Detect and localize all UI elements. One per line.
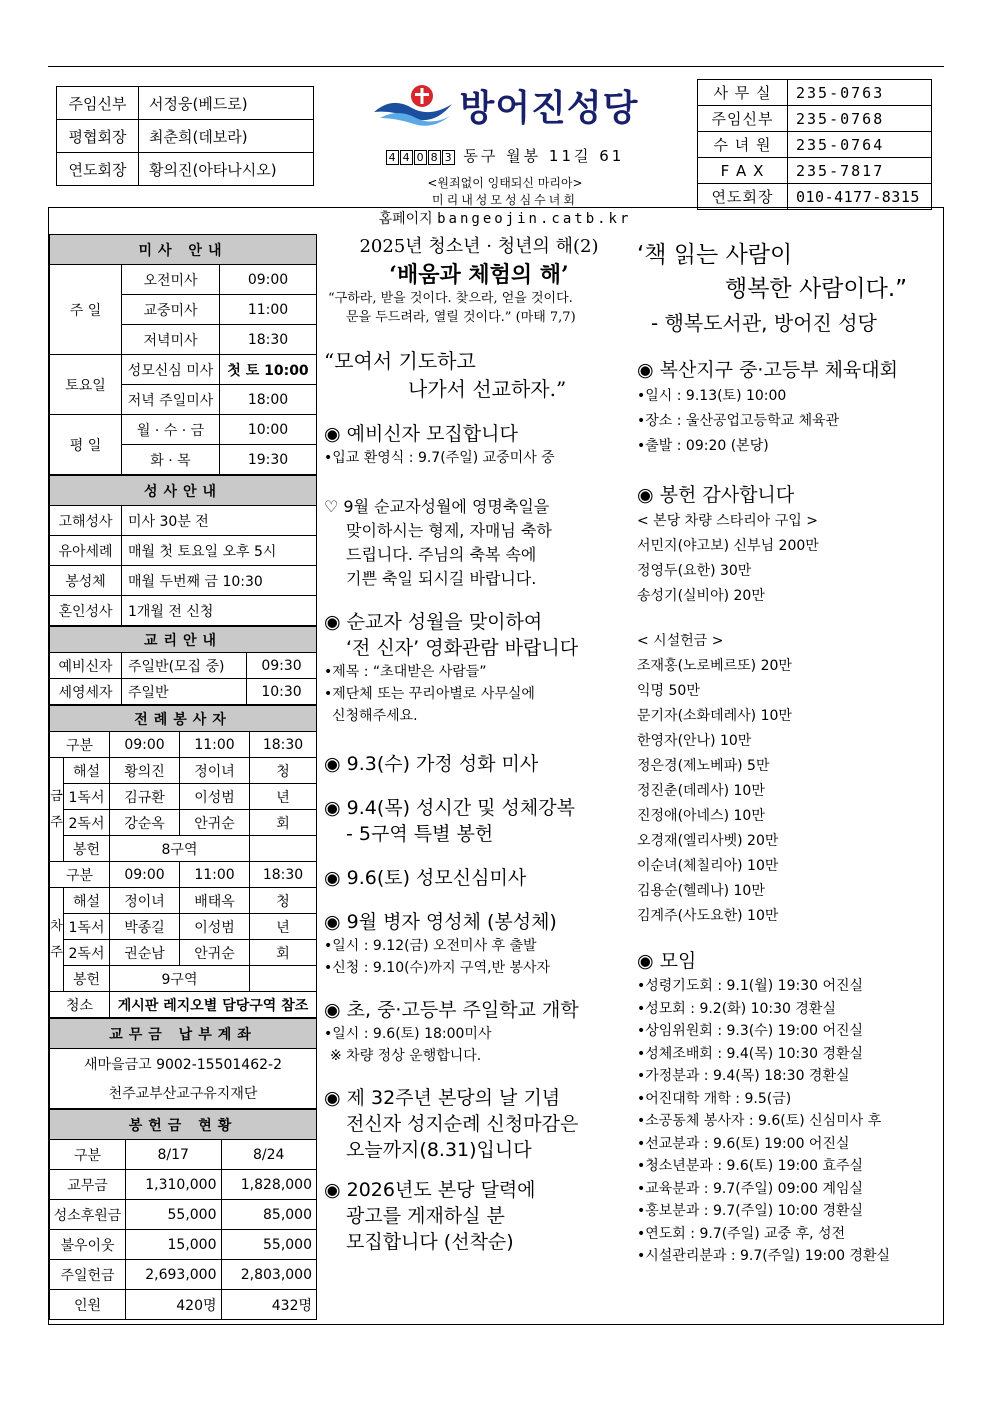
sports-title: ◉ 복산지구 중·고등부 체육대회 bbox=[637, 356, 937, 384]
table-row: 고해성사 미사 30분 전 bbox=[50, 506, 317, 536]
table-row: 구분 09:00 11:00 18:30 bbox=[50, 862, 317, 888]
list-item: 한영자(안나) 10만 bbox=[637, 733, 752, 749]
parish-name: 방어진성당 bbox=[459, 88, 639, 129]
table-row: 사 무 실 235-0763 bbox=[698, 80, 932, 106]
slogan: ‘책 읽는 사람이 행복한 사람이다.” - 행복도서관, 방어진 성당 bbox=[637, 242, 908, 335]
mass-table bbox=[49, 234, 317, 475]
table-row: 인원 420명 432명 bbox=[50, 1290, 317, 1320]
table-row: 2독서 권순남 안귀순 회 bbox=[50, 940, 317, 966]
table-row: 세영세자 주일반 10:30 bbox=[50, 679, 317, 705]
table-row: 구분 8/17 8/24 bbox=[50, 1140, 317, 1170]
sunday-school-title: ◉ 초, 중·고등부 주일학교 개학 bbox=[324, 997, 634, 1023]
list-item: 정진춘(데레사) 10만 bbox=[637, 783, 765, 799]
motto: “모여서 기도하고 나가서 선교하자.” bbox=[324, 349, 567, 401]
table-row: 차 주 해설 정이녀 배태옥 청 bbox=[50, 888, 317, 914]
table-row: 예비신자 주일반(모집 중) 09:30 bbox=[50, 653, 317, 679]
list-item: •성체조배회 : 9.4(목) 10:30 경환실 bbox=[637, 1045, 864, 1062]
table-row: 저녁 주일미사 18:00 bbox=[50, 385, 317, 415]
list-item: 오경재(엘리사벳) 20만 bbox=[637, 833, 779, 849]
table-row: 평 일 월 · 수 · 금 10:00 bbox=[50, 415, 317, 445]
table-row: 연도회장 010-4177-8315 bbox=[698, 184, 932, 210]
table-row: 1독서 박종길 이성범 년 bbox=[50, 914, 317, 940]
year-line: 2025년 청소년 · 청년의 해(2) bbox=[359, 236, 599, 257]
table-row: 수 녀 원 235-0764 bbox=[698, 132, 932, 158]
sacrament-table bbox=[49, 475, 317, 626]
year-theme: ‘배움과 체험의 해’ bbox=[389, 262, 569, 288]
table-row: 화 · 목 19:30 bbox=[50, 445, 317, 475]
list-item: 문기자(소화데레사) 10만 bbox=[637, 708, 792, 724]
notice-family-mass: ◉ 9.3(수) 가정 성화 미사 bbox=[324, 751, 634, 777]
list-item: 송성기(실비아) 20만 bbox=[637, 588, 765, 604]
list-item: •가정분과 : 9.4(목) 18:30 경환실 bbox=[637, 1068, 850, 1084]
section-title: 성사안내 bbox=[50, 476, 317, 506]
list-item: •연도회 : 9.7(주일) 교중 후, 성전 bbox=[637, 1225, 846, 1242]
table-row: 금 주 해설 황의진 정이녀 청 bbox=[50, 758, 317, 784]
zip-code: 4 4 0 8 3 bbox=[386, 147, 456, 165]
table-row: 천주교부산교구유지재단 bbox=[50, 1079, 317, 1109]
table-row: 토요일 성모신심 미사 첫 토 10:00 bbox=[50, 355, 317, 385]
list-item: 정은경(제노베파) 5만 bbox=[637, 758, 770, 774]
section-title: 교리안내 bbox=[50, 627, 317, 653]
list-item: 김계주(사도요한) 10만 bbox=[637, 908, 779, 924]
table-row: 혼인성사 1개월 전 신청 bbox=[50, 596, 317, 626]
logo-row bbox=[330, 80, 680, 131]
staff-table bbox=[56, 86, 314, 186]
list-item: •상임위원회 : 9.3(수) 19:00 어진실 bbox=[637, 1023, 864, 1039]
table-row: 주 일 오전미사 09:00 bbox=[50, 265, 317, 295]
section-title: 교무금 납부계좌 bbox=[50, 1019, 317, 1049]
table-row: 2독서 강순옥 안귀순 회 bbox=[50, 810, 317, 836]
nuns-order: 미리내성모성심수녀회 bbox=[432, 193, 578, 207]
table-row: 평협회장 최춘희(데보라) bbox=[57, 120, 314, 153]
list-item: •교육분과 : 9.7(주일) 09:00 계임실 bbox=[637, 1180, 864, 1197]
top-rule bbox=[48, 66, 944, 67]
list-item: 조재홍(노로베르또) 20만 bbox=[637, 658, 792, 674]
table-row: 새마을금고 9002-15501462-2 bbox=[50, 1049, 317, 1079]
table-row: 1독서 김규환 이성범 년 bbox=[50, 784, 317, 810]
homepage: 홈페이지 bangeojin.catb.kr bbox=[378, 211, 632, 227]
list-item: •성모회 : 9.2(화) 10:30 경환실 bbox=[637, 1000, 836, 1017]
list-item: •선교분과 : 9.6(토) 19:00 어진실 bbox=[637, 1135, 850, 1152]
phone-table bbox=[697, 79, 932, 210]
masthead bbox=[330, 80, 680, 228]
patron: <원죄없이 잉태되신 마리아> bbox=[427, 176, 583, 190]
table-row: 구분 09:00 11:00 18:30 bbox=[50, 732, 317, 758]
address: 4 4 0 8 3 동구 월봉 11길 61 bbox=[330, 145, 680, 166]
table-row: 성소후원금 55,000 85,000 bbox=[50, 1200, 317, 1230]
table-row: 불우이웃 15,000 55,000 bbox=[50, 1230, 317, 1260]
table-row: 청소 게시판 레지오별 담당구역 참조 bbox=[50, 992, 317, 1018]
list-item: •소공동체 봉사자 : 9.6(토) 신심미사 후 bbox=[637, 1113, 882, 1129]
table-row: 주임신부 서정웅(베드로) bbox=[57, 87, 314, 120]
list-item: 정영두(요한) 30만 bbox=[637, 563, 752, 579]
table-row: 교중미사 11:00 bbox=[50, 295, 317, 325]
parish-logo-icon bbox=[372, 82, 454, 130]
left-column bbox=[49, 234, 317, 1320]
doctrine-table bbox=[49, 626, 317, 705]
list-item: •홍보분과 : 9.7(주일) 10:00 경환실 bbox=[637, 1203, 864, 1219]
servers-table bbox=[49, 705, 317, 1018]
list-item: 서민지(야고보) 신부님 200만 bbox=[637, 538, 819, 554]
list-item: •시설관리분과 : 9.7(주일) 19:00 경환실 bbox=[637, 1248, 891, 1264]
calendar-notice: ◉ 2026년도 본당 달력에 광고를 게재하실 분 모집합니다 (선착순) bbox=[324, 1177, 634, 1255]
list-item: •청소년분과 : 9.6(토) 19:00 효주실 bbox=[637, 1158, 864, 1174]
table-row: 주임신부 235-0768 bbox=[698, 106, 932, 132]
notice-marian-mass: ◉ 9.6(토) 성모신심미사 bbox=[324, 865, 634, 891]
movie-title: ◉ 순교자 성월을 맞이하여 ‘전 신자’ 영화관람 바랍니다 bbox=[324, 609, 634, 661]
list-item: •성령기도회 : 9.1(월) 19:30 어진실 bbox=[637, 978, 864, 994]
table-row: 봉헌 9구역 bbox=[50, 966, 317, 992]
homepage-link[interactable]: bangeojin.catb.kr bbox=[437, 211, 632, 227]
offering-table bbox=[49, 1109, 317, 1320]
notice-holy-hour: ◉ 9.4(목) 성시간 및 성체강복 - 5구역 특별 봉헌 bbox=[324, 795, 634, 847]
table-row: 교무금 1,310,000 1,828,000 bbox=[50, 1170, 317, 1200]
list-item: 익명 50만 bbox=[637, 683, 700, 699]
table-row: 유아세례 매월 첫 토요일 오후 5시 bbox=[50, 536, 317, 566]
table-row: 저녁미사 18:30 bbox=[50, 325, 317, 355]
section-title: 미사 안내 bbox=[50, 235, 317, 265]
bible-verse: “구하라, 받을 것이다. 찾으라, 얻을 것이다. 문을 두드려라, 열릴 것이다.” (마태 7,7) bbox=[328, 291, 576, 325]
table-row: 봉성체 매월 두번째 금 10:30 bbox=[50, 566, 317, 596]
list-item: 이순녀(체칠리아) 10만 bbox=[637, 858, 779, 874]
catechumen-title: ◉ 예비신자 모집합니다 bbox=[324, 421, 634, 447]
sick-communion-title: ◉ 9월 병자 영성체 (봉성체) bbox=[324, 909, 634, 935]
list-item: 김용순(헬레나) 10만 bbox=[637, 883, 765, 899]
account-table bbox=[49, 1018, 317, 1109]
section-title: 전례봉사자 bbox=[50, 706, 317, 732]
thanks-title: ◉ 봉헌 감사합니다 bbox=[637, 481, 937, 509]
table-row: 봉헌 8구역 bbox=[50, 836, 317, 862]
pilgrimage-notice: ◉ 제 32주년 본당의 날 기념 전신자 성지순례 신청마감은 오늘까지(8.31)입니다 bbox=[324, 1085, 634, 1163]
meeting-title: ◉ 모임 bbox=[637, 947, 937, 975]
main-frame bbox=[48, 207, 944, 1325]
right-column: ‘책 읽는 사람이 행복한 사람이다.” - 행복도서관, 방어진 성당 ◉ 복산지구 중·고등부 체육대회 •일시 : 9.13(토) 10:00 •장소 : 울산공업고등학교 체육관 •출발 : 09:20 (본당) ◉ 봉헌 감사합니다 < 본당 차량 스타리아 구입 > 서민지(야고보) 신부님 200만 정영두(요한) 30만 송성기(실비아) 20만 < 시설헌금 > 조재홍(노로베르또) 20만 익명 50만 문기자(소화데레사) 10만 한영자(안나) 10만 정은경(제노베파) 5만 정진춘(데레사) 10만 진정애(아네스) 10만 오경재(엘리사벳) 20만 이순녀(체칠리아) 10만 김용순(헬레나) 10만 김계주(사도요한) 10만 ◉ 모임 •성령기도회 : 9.1(월) 19:30 어진실 •성모회 : 9.2(화) 10:30 경환실 •상임위원회 : 9.3(수) 19:00 어진실 •성체조배회 : 9.4(목) 10:30 경환실 •가정분과 : 9.4(목) 18:30 경환실 •어진대학 개학 : 9.5(금) •소공동체 봉사자 : 9.6(토) 신심미사 후 •선교분과 : 9.6(토) 19:00 어진실 •청소년분과 : 9.6(토) 19:00 효주실 •교육분과 : 9.7(주일) 09:00 계임실 •홍보분과 : 9.7(주일) 10:00 경환실 •연도회 : 9.7(주일) 교중 후, 성전 •시설관리분과 : 9.7(주일) 19:00 경환실 bbox=[637, 238, 937, 1268]
section-title: 봉헌금 현황 bbox=[50, 1110, 317, 1140]
table-row: 주일헌금 2,693,000 2,803,000 bbox=[50, 1260, 317, 1290]
feast-notice: ♡ 9월 순교자성월에 영명축일을 맞이하시는 형제, 자매님 축하 드립니다. 주님의 축복 속에 기쁜 축일 되시길 바랍니다. bbox=[324, 497, 552, 588]
list-item: •어진대학 개학 : 9.5(금) bbox=[637, 1090, 792, 1107]
list-item: 진정애(아네스) 10만 bbox=[637, 808, 765, 824]
table-row: F A X 235-7817 bbox=[698, 158, 932, 184]
middle-column: 2025년 청소년 · 청년의 해(2) ‘배움과 체험의 해’ “구하라, 받을 것이다. 찾으라, 얻을 것이다. 문을 두드려라, 열릴 것이다.” (마태 7,7) “모여서 기도하고 나가서 선교하자.” ◉ 예비신자 모집합니다 •입교 환영식 : 9.7(주일) 교중미사 중 ♡ 9월 순교자성월에 영명축일을 맞이하시는 형제, 자매님 축하 드립니다. 주님의 축복 속에 기쁜 축일 되시길 바랍니다. ◉ 순교자 성월을 맞이하여 ‘전 신자’ 영화관람 바랍니다 •제목 : “초대받은 사람들” •제단체 또는 꾸리아별로 사무실에 신청해주세요. ◉ 9.3(수) 가정 성화 미사 ◉ 9.4(목) 성시간 및 성체강복 - 5구역 특별 봉헌 ◉ 9.6(토) 성모신심미사 ◉ 9월 병자 영성체 (봉성체) •일시 : 9.12(금) 오전미사 후 출발 •신청 : 9.10(수)까지 구역,반 봉사자 ◉ 초, 중·고등부 주일학교 개학 •일시 : 9.6(토) 18:00미사 ※ 차량 정상 운행합니다. ◉ 제 32주년 본당의 날 기념 전신자 성지순례 신청마감은 오늘까지(8.31)입니다 ◉ 2026년도 본당 달력에 광고를 게재하실 분 모집합니다 (선착순) bbox=[324, 232, 634, 1255]
table-row: 연도회장 황의진(아타나시오) bbox=[57, 153, 314, 186]
